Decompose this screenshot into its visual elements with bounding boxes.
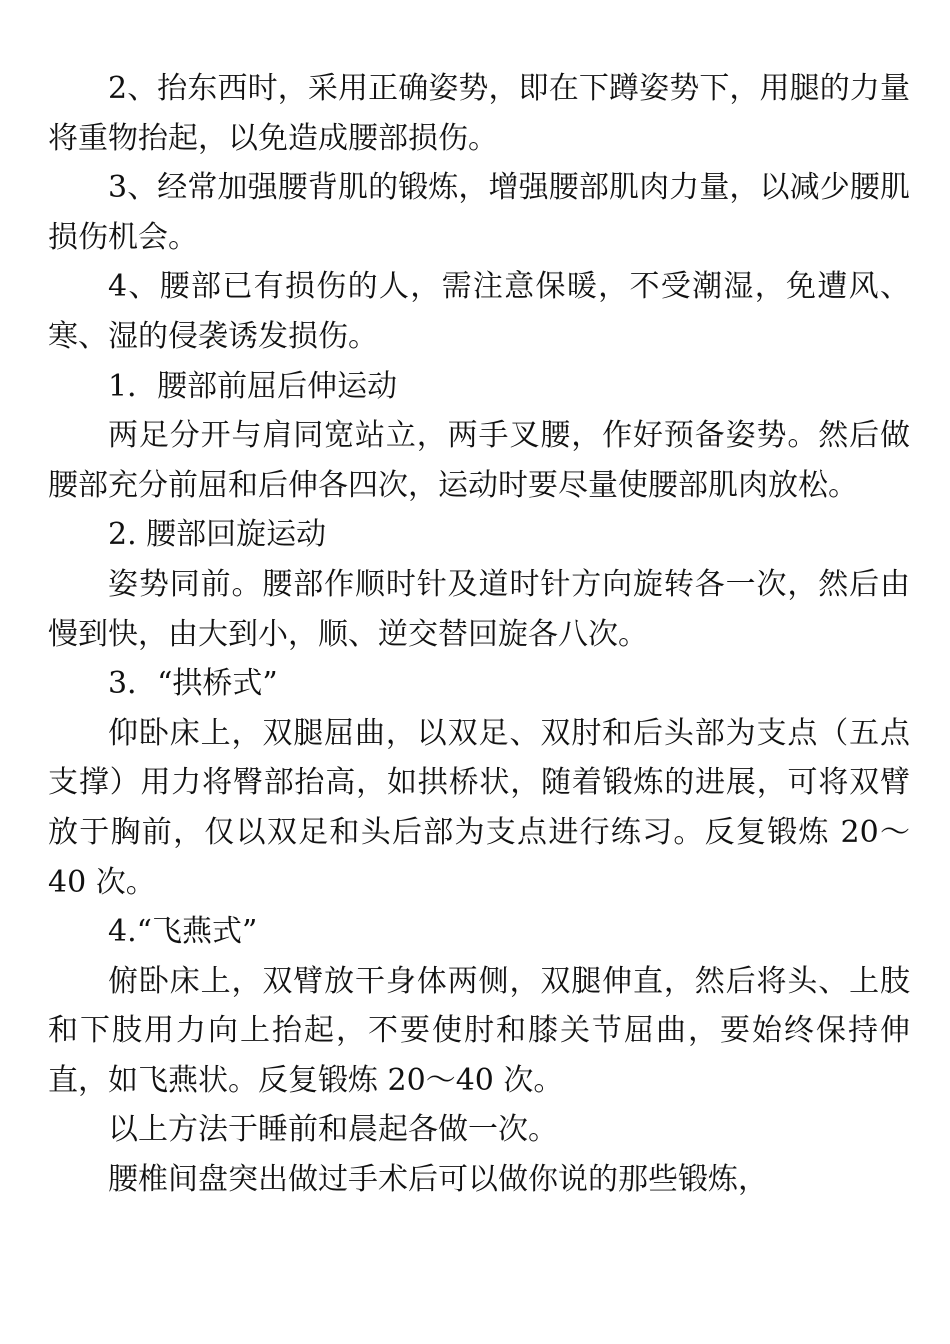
heading-flying-swallow: 4.“飞燕式” [108,914,258,950]
paragraph-schedule: 以上方法于睡前和晨起各做一次。 [108,1112,558,1148]
document-page [48,64,910,1205]
paragraph-rotation-instructions: 姿势同前。腰部作顺时针及道时针方向旋转各一次，然后由慢到快，由大到小，顺、逆交替回旋各八次。 [48,566,910,652]
heading-waist-rotation: 2. 腰部回旋运动 [108,517,327,553]
paragraph-post-surgery: 腰椎间盘突出做过手术后可以做你说的那些锻炼， [108,1162,768,1198]
paragraph-lifting-posture: 2、抬东西时，采用正确姿势，即在下蹲姿势下，用腿的力量将重物抬起，以免造成腰部损伤。 [48,71,910,156]
paragraph-swallow-instructions: 俯卧床上，双臂放干身体两侧，双腿伸直，然后将头、上肢和下肢用力向上抬起，不要使肘和膝关节屈曲，要始终保持伸直，如飞燕状。反复锻炼 20～40 次。 [48,963,910,1098]
paragraph-bend-instructions: 两足分开与肩同宽站立，两手叉腰，作好预备姿势。然后做腰部充分前屈和后伸各四次，运动时要尽量使腰部肌肉放松。 [48,418,910,503]
heading-bridge-pose: 3．“拱桥式” [108,666,278,702]
paragraph-back-muscle-exercise: 3、经常加强腰背肌的锻炼，增强腰部肌肉力量，以减少腰肌损伤机会。 [48,170,910,255]
heading-forward-backward-bend: 1．腰部前屈后伸运动 [108,368,398,404]
paragraph-keep-warm: 4、腰部已有损伤的人，需注意保暖，不受潮湿，免遭风、寒、湿的侵袭诱发损伤。 [48,269,910,354]
paragraph-bridge-instructions: 仰卧床上，双腿屈曲，以双足、双肘和后头部为支点（五点支撑）用力将臀部抬高，如拱桥状，随着锻炼的进展，可将双臂放于胸前，仅以双足和头后部为支点进行练习。反复锻炼 20～40 次。 [48,715,910,900]
